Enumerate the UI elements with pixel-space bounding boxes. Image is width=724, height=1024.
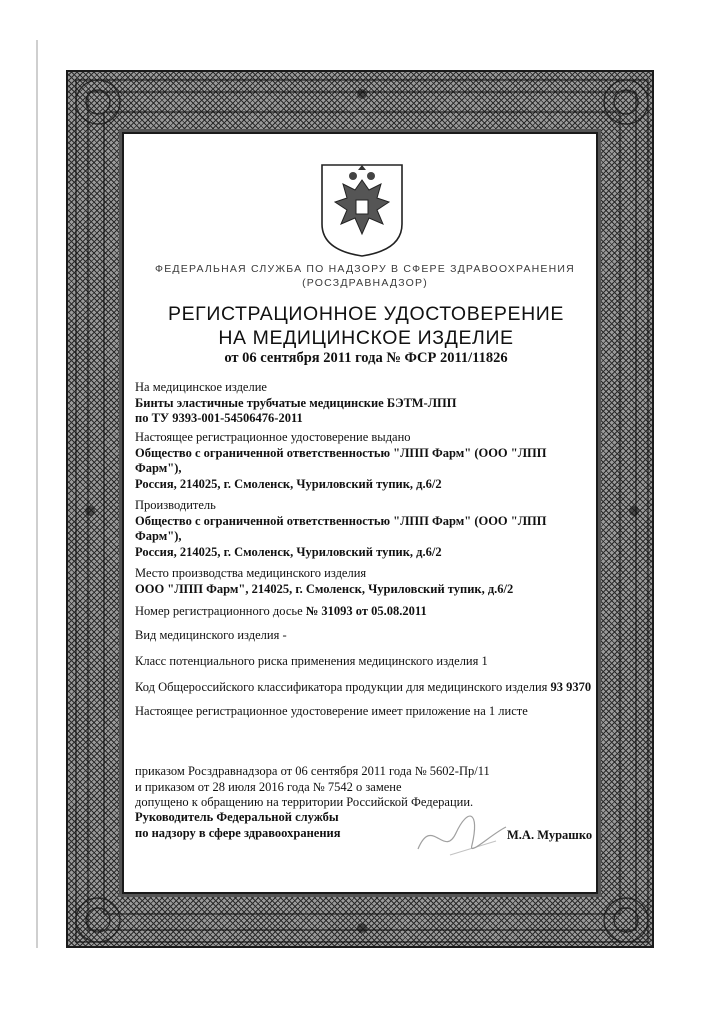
risk-class: Класс потенциального риска применения медицинского изделия 1 [135, 654, 488, 668]
agency-header [140, 262, 590, 290]
appendix-note: Настоящее регистрационное удостоверение имеет приложение на 1 листе [135, 704, 528, 718]
orders-section [135, 764, 595, 811]
signatory-title [135, 810, 341, 841]
title-line-2: НА МЕДИЦИНСКОЕ ИЗДЕЛИЕ [218, 327, 514, 349]
device-label: На медицинское изделие [135, 380, 267, 394]
issued-section [135, 430, 595, 492]
appendix-section [135, 704, 595, 720]
device-section [135, 380, 595, 427]
issued-address: Россия, 214025, г. Смоленск, Чуриловский тупик, д.6/2 [135, 476, 442, 491]
scan-edge-line [36, 40, 38, 948]
signatory-name: М.А. Мурашко [507, 828, 593, 842]
signatory-title-line-1: Руководитель Федеральной службы [135, 810, 339, 824]
production-site-label: Место производства медицинского изделия [135, 566, 367, 580]
order-line-2: и приказом от 28 июля 2016 года № 7542 о замене [135, 779, 402, 794]
manufacturer-address: Россия, 214025, г. Смоленск, Чуриловский тупик, д.6/2 [135, 544, 442, 559]
signatory-title-line-2: по надзору в сфере здравоохранения [135, 825, 341, 840]
dossier-label: Номер регистрационного досье [135, 604, 303, 618]
order-line-3: допущено к обращению на территории Российской Федерации. [135, 795, 474, 809]
title-line-1: РЕГИСТРАЦИОННОЕ УДОСТОВЕРЕНИЕ [167, 303, 565, 325]
coat-of-arms-icon [319, 162, 405, 258]
agency-abbreviation: (РОСЗДРАВНАДЗОР) [302, 277, 428, 289]
manufacturer-org: Общество с ограниченной ответственностью "ЛПП Фарм" (ООО "ЛПП Фарм"), [135, 513, 547, 543]
device-spec: по ТУ 9393-001-54506476-2011 [135, 411, 303, 425]
certificate-number: от 06 сентября 2011 года № ФСР 2011/11826 [224, 350, 508, 366]
okp-code-section [135, 680, 605, 696]
device-name: Бинты эластичные трубчатые медицинские БЭТМ-ЛПП [135, 395, 457, 410]
document-title [130, 302, 602, 350]
signature-icon [410, 805, 520, 865]
issued-label: Настоящее регистрационное удостоверение выдано [135, 430, 411, 444]
issued-org: Общество с ограниченной ответственностью "ЛПП Фарм" (ООО "ЛПП Фарм"), [135, 445, 547, 475]
dossier-value: № 31093 от 05.08.2011 [305, 604, 427, 618]
okp-code-label: Код Общероссийского классификатора продукции для медицинского изделия [135, 680, 548, 694]
agency-name: ФЕДЕРАЛЬНАЯ СЛУЖБА ПО НАДЗОРУ В СФЕРЕ ЗДРАВООХРАНЕНИЯ [155, 263, 575, 275]
dossier-section [135, 604, 595, 620]
device-type: Вид медицинского изделия - [135, 628, 287, 642]
production-site-value: ООО "ЛПП Фарм", 214025, г. Смоленск, Чуриловский тупик, д.6/2 [135, 581, 514, 596]
manufacturer-label: Производитель [135, 498, 216, 512]
risk-class-section [135, 654, 595, 670]
production-site-section [135, 566, 595, 597]
order-line-1: приказом Росздравнадзора от 06 сентября 2011 года № 5602-Пр/11 [135, 764, 490, 778]
manufacturer-section [135, 498, 595, 560]
device-type-section [135, 628, 595, 644]
okp-code-value: 93 9370 [550, 680, 592, 694]
